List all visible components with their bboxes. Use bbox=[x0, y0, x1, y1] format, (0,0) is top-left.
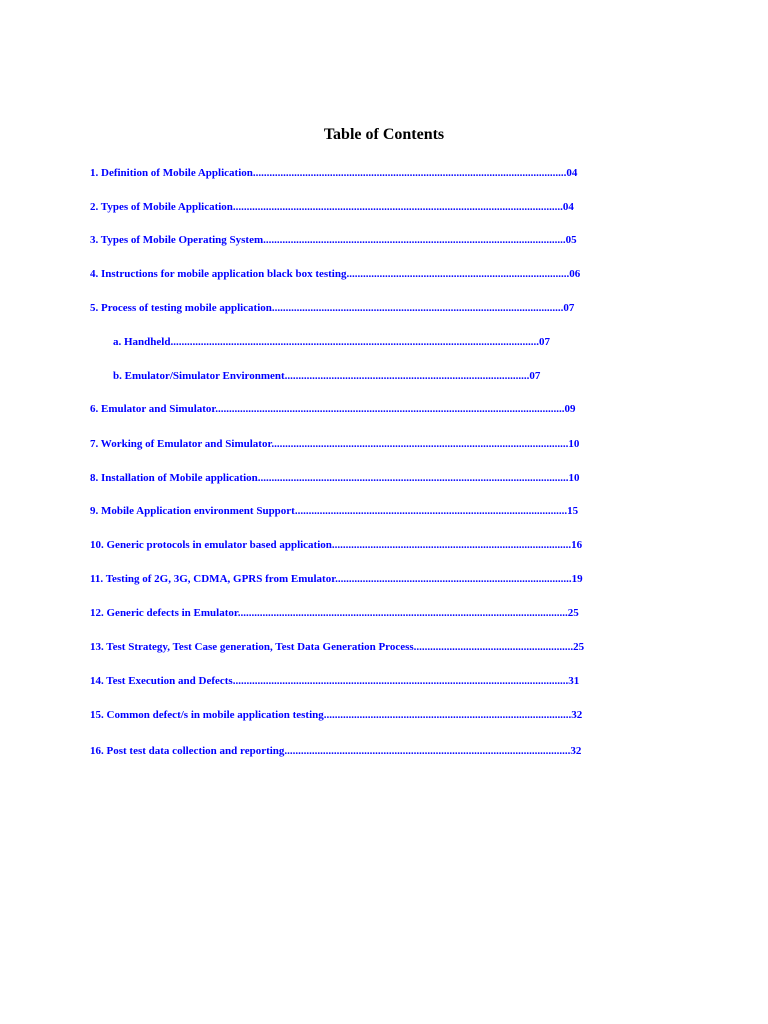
toc-entry-2[interactable]: 2. Types of Mobile Application........................................................................................................................04 bbox=[90, 201, 574, 213]
toc-entry-12[interactable]: 12. Generic defects in Emulator........................................................................................................................25 bbox=[90, 607, 579, 619]
toc-entry-16[interactable]: 16. Post test data collection and reporting........................................................................................................32 bbox=[90, 745, 582, 757]
toc-entry-3[interactable]: 3. Types of Mobile Operating System..............................................................................................................05 bbox=[90, 234, 577, 246]
toc-entry-5[interactable]: 5. Process of testing mobile application..........................................................................................................07 bbox=[90, 302, 575, 314]
toc-entry-5b[interactable]: b. Emulator/Simulator Environment.........................................................................................07 bbox=[113, 370, 541, 382]
toc-entry-9[interactable]: 9. Mobile Application environment Support...................................................................................................15 bbox=[90, 505, 579, 517]
toc-entry-13[interactable]: 13. Test Strategy, Test Case generation, Test Data Generation Process..........................................................25 bbox=[90, 641, 585, 653]
toc-entry-7[interactable]: 7. Working of Emulator and Simulator............................................................................................................10 bbox=[90, 438, 580, 450]
page-title: Table of Contents bbox=[323, 126, 445, 143]
toc-entry-8[interactable]: 8. Installation of Mobile application.................................................................................................................10 bbox=[90, 472, 580, 484]
toc-entry-5a[interactable]: a. Handheld......................................................................................................................................07 bbox=[113, 336, 550, 348]
toc-entry-10[interactable]: 10. Generic protocols in emulator based application.......................................................................................16 bbox=[90, 539, 583, 551]
toc-entry-4[interactable]: 4. Instructions for mobile application black box testing.................................................................................06 bbox=[90, 268, 581, 280]
toc-entry-1[interactable]: 1. Definition of Mobile Application..................................................................................................................04 bbox=[90, 167, 578, 179]
toc-entry-15[interactable]: 15. Common defect/s in mobile application testing..........................................................................................32 bbox=[90, 709, 583, 721]
toc-entry-14[interactable]: 14. Test Execution and Defects..........................................................................................................................31 bbox=[90, 675, 580, 687]
toc-entry-11[interactable]: 11. Testing of 2G, 3G, CDMA, GPRS from Emulator......................................................................................19 bbox=[90, 573, 583, 585]
toc-entry-6[interactable]: 6. Emulator and Simulator...............................................................................................................................09 bbox=[90, 403, 576, 415]
